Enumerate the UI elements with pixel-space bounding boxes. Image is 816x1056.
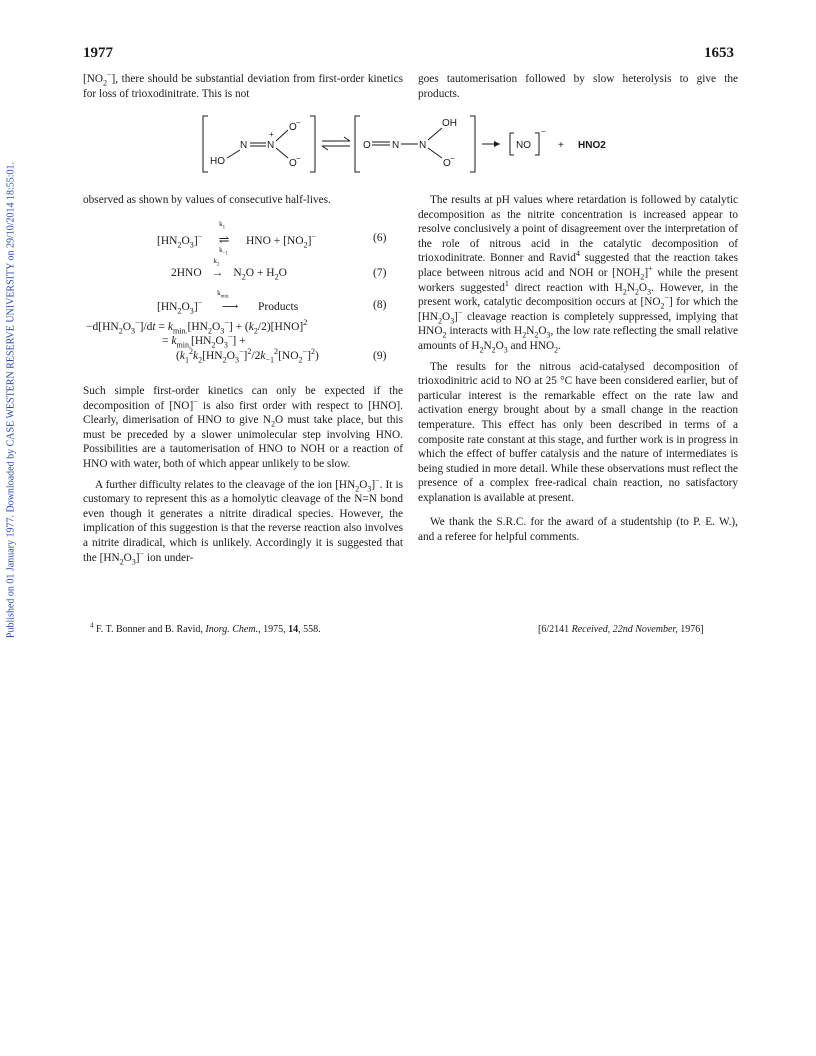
equilibrium-arrow-icon xyxy=(322,137,350,150)
hno2-label: HNO2 xyxy=(578,140,606,151)
equilibrium-arrow-icon: $k_1$ ⇌ $k_{-1}$ xyxy=(218,220,230,257)
n2-label: N xyxy=(267,140,275,151)
o-top-charge: − xyxy=(296,118,301,127)
o-bottom-label: O xyxy=(443,158,451,169)
equation-number-8: (8) xyxy=(373,299,387,311)
equation-9-line2: = $k_{min.}[HN_2O_3^-]$ + xyxy=(162,332,246,350)
acknowledgement: We thank the S.R.C. for the award of a studentship (to P. E. W.), and a referee for helpful comments. xyxy=(418,516,738,544)
download-note-text: Published on 01 January 1977. Downloaded by CASE WESTERN RESERVE UNIVERSITY on 29/10/2014 18:55:01. xyxy=(5,161,17,639)
equation-6: $[HN_2O_3]^-$ $k_1$ ⇌ $k_{-1}$ HNO + $[NO_2]^-$ xyxy=(157,220,316,257)
equation-number-7: (7) xyxy=(373,267,387,279)
equation-9-line3: $(k_1^2k_2[HN_2O_3^-]^2/2k_{-1}^2[NO_2^-]^2)$ xyxy=(176,347,319,365)
n2-label: N xyxy=(419,140,427,151)
footnote: $^4$ F. T. Bonner and B. Ravid, Inorg. Chem., 1975, 14, 558. xyxy=(90,621,321,635)
received-date: [6/2141 Received, 22nd November, 1976] xyxy=(538,624,704,635)
reaction-arrow-icon xyxy=(482,141,500,147)
o-bottom-charge: − xyxy=(296,154,301,163)
paragraph: observed as shown by values of consecutive half-lives. xyxy=(83,194,331,206)
running-header-year: 1977 xyxy=(83,45,113,61)
nitroxyl-anion xyxy=(510,127,546,155)
paragraph: Such simple first-order kinetics can only be expected if the decomposition of [NO]− is also first order with respect to [HNO]. Clearly, dimerisation of HNO to give $N_2O$ must take place, but this must be preceded by a slower unimolecular step involving HNO. Possibilities are a tautomerisation of HNO to NOH or a reaction of HNO with water, both of which appear unlikely to be slow. xyxy=(83,385,403,470)
download-note xyxy=(2,120,20,680)
o-top-label: O xyxy=(289,122,297,133)
left-column-top-text xyxy=(83,72,403,101)
plus-sign: + xyxy=(558,140,564,151)
no-label: NO xyxy=(516,140,531,151)
equation-number-6: (6) xyxy=(373,232,387,244)
o-bottom-label: O xyxy=(289,158,297,169)
o-label: O xyxy=(363,140,371,151)
left-column-body xyxy=(83,384,403,565)
paragraph: $[NO_2^-]$, there should be substantial deviation from first-order kinetics for loss of trioxodinitrate. This is not xyxy=(83,70,403,100)
n1-label: N xyxy=(392,140,400,151)
equation-number-9: (9) xyxy=(373,350,387,362)
equation-7: 2HNO $k_2$ → $N_2O + H_2O$ xyxy=(171,257,287,282)
paragraph: A further difficulty relates to the cleavage of the ion $[HN_2O_3]^-$. It is customary to represent this as a homolytic cleavage of the N=N bond even though it generates a nitrite diradical species. However, the implication of this suggestion is that the reverse reaction also involves a nitrite diradical, which is unlikely. Accordingly it is suggested that the $[HN_2O_3]^-$ ion under- xyxy=(83,475,403,566)
right-column-top-text xyxy=(418,72,738,101)
ho-label: HO xyxy=(210,156,225,167)
oh-label: OH xyxy=(442,118,457,129)
left-species xyxy=(203,116,315,172)
equation-9-line1: $-d[HN_2O_3^-]/dt = k_{min.}[HN_2O_3^-] + (k_2/2)[HNO]^2$ xyxy=(86,318,308,336)
equation-8: $[HN_2O_3]^-$ $k_{min.}$ ⟶ Products xyxy=(157,289,299,316)
paragraph: The results at pH values where retardation is followed by catalytic decomposition as the nitrite concentration is increased appear to resolve conclusively a point of disagreement over the interpretation of the role of nitrous acid in the catalytic decomposition of trioxodinitrate. Bonner and Ravid$^4$ suggested that the reaction takes place between nitrous acid and NOH or $[NOH_2]^+$ while the present workers suggested$^1$ direct reaction with $H_2N_2O_3$. However, in the present work, catalytic decomposition occurs at $[NO_2^-]$ for which the $[HN_2O_3]^-$ cleavage reaction is completely suppressed, implying that $HNO_2$ interacts with $H_2N_2O_3$, the low rate reflecting the small relative amounts of $H_2N_2O_3$ and $HNO_2$. xyxy=(418,194,739,355)
no-charge: − xyxy=(541,127,546,136)
paragraph: goes tautomerisation followed by slow heterolysis to give the products. xyxy=(418,73,738,100)
page-number: 1653 xyxy=(704,45,734,61)
right-column-body xyxy=(418,193,738,545)
arrow-icon: $k_2$ → xyxy=(211,257,224,279)
left-column-intro xyxy=(83,193,403,208)
paragraph: The results for the nitrous acid-catalysed decomposition of trioxodinitric acid to NO at 25 °C have been considered earlier, but of particular interest is the remarkable effect on the rate law and activation energy brought about by a small change in the reaction temperature. This effect has only been described in terms of a composite rate constant at this stage, and further work is in progress in which the effect of buffer catalysis and the nature of intermediates is being studied in more detail. While these observations must reflect the presence of a complex free-radical chain reaction, no satisfactory explanation is available at present. xyxy=(418,360,738,504)
arrow-icon: $k_{min.}$ ⟶ xyxy=(217,289,239,313)
middle-species xyxy=(355,116,475,172)
n1-label: N xyxy=(240,140,248,151)
o-bottom-charge: − xyxy=(450,154,455,163)
plus-charge: + xyxy=(269,130,274,139)
reaction-scheme xyxy=(200,112,630,176)
